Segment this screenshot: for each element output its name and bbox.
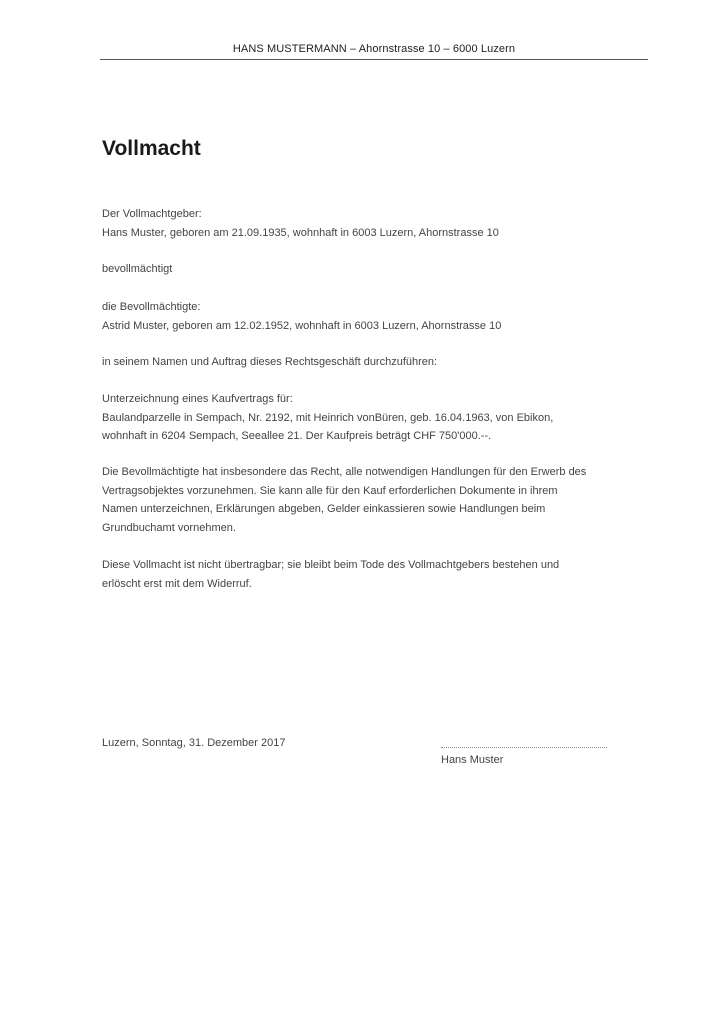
powers-line: Namen unterzeichnen, Erklärungen abgeben, Gelder einkassieren sowie Handlungen beim xyxy=(102,503,546,515)
signature-line xyxy=(441,737,607,748)
grantor-label: Der Vollmachtgeber: xyxy=(102,208,202,220)
validity-section xyxy=(102,556,662,593)
powers-line: Vertragsobjektes vorzunehmen. Sie kann alle für den Kauf erforderlichen Dokumente in ihrem xyxy=(102,484,558,497)
transaction-line: wohnhaft in 6204 Sempach, Seeallee 21. Der Kaufpreis beträgt CHF 750'000.--. xyxy=(102,430,492,442)
validity-line: erlöscht erst mit dem Widerruf. xyxy=(102,577,252,590)
validity-line: Diese Vollmacht ist nicht übertragbar; sie bleibt beim Tode des Vollmachtgebers bestehen und xyxy=(102,559,560,571)
mandate-text: in seinem Namen und Auftrag dieses Rechtsgeschäft durchzuführen: xyxy=(102,356,438,368)
authorizes-text: bevollmächtigt xyxy=(102,263,173,275)
grantee-section xyxy=(102,298,662,335)
place-date: Luzern, Sonntag, 31. Dezember 2017 xyxy=(102,737,286,749)
powers-line: Grundbuchamt vornehmen. xyxy=(102,521,236,534)
letterhead-divider xyxy=(100,59,648,60)
mandate-section xyxy=(102,353,662,372)
powers-line: Die Bevollmächtigte hat insbesondere das Recht, alle notwendigen Handlungen für den Erwerb des xyxy=(102,466,587,478)
powers-section xyxy=(102,463,662,537)
grantee-label: die Bevollmächtigte: xyxy=(102,301,201,313)
authorizes-section xyxy=(102,260,662,279)
transaction-line: Unterzeichnung eines Kaufvertrags für: xyxy=(102,393,293,405)
transaction-section xyxy=(102,390,662,446)
transaction-line: Baulandparzelle in Sempach, Nr. 2192, mit Heinrich vonBüren, geb. 16.04.1963, von Ebikon, xyxy=(102,411,554,424)
grantor-details: Hans Muster, geboren am 21.09.1935, wohnhaft in 6003 Luzern, Ahornstrasse 10 xyxy=(102,226,499,239)
document-title: Vollmacht xyxy=(102,137,201,160)
signatory-name: Hans Muster xyxy=(441,754,504,766)
grantor-section xyxy=(102,205,662,242)
letterhead: HANS MUSTERMANN – Ahornstrasse 10 – 6000 Luzern xyxy=(232,43,516,55)
grantee-details: Astrid Muster, geboren am 12.02.1952, wohnhaft in 6003 Luzern, Ahornstrasse 10 xyxy=(102,319,502,332)
